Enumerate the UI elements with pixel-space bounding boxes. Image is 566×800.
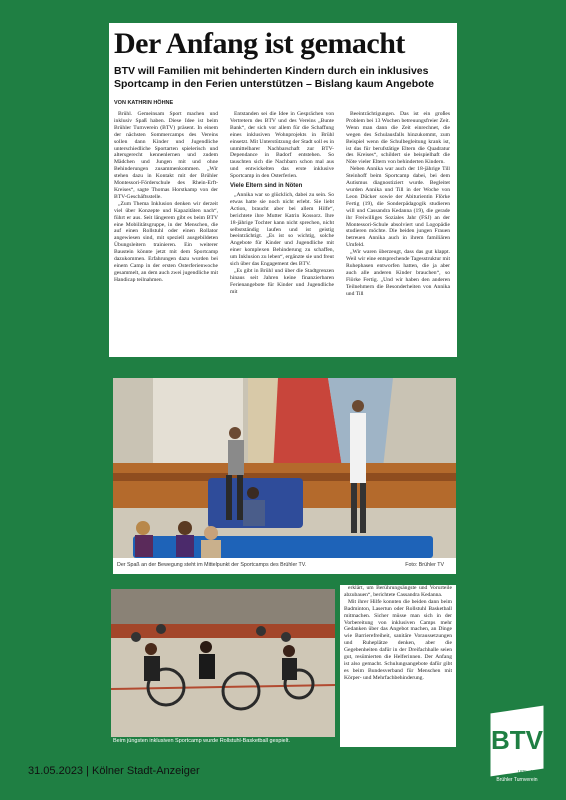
basketball-photo-illustration [111, 589, 335, 737]
section-heading: Viele Eltern sind in Nöten [230, 183, 303, 190]
logo-letters: BTV [491, 725, 543, 755]
paragraph: erklärt, um Berührungsängste und Vorurteile abzubauen“, berichtete Cassandra Kedanna. [344, 585, 452, 598]
gym-photo-illustration [113, 378, 456, 574]
paragraph: „Zum Thema Inklusion denken wir derzeit viel über Konzepte und Kapazitäten nach“, führt er aus. Seit längerem gibt es beim BTV eine Mobilitätsgruppe, in der Menschen, die auf einen Rollstuhl oder einen Rollator angewiesen sind, mit speziell ausgebildeten Übungsleitern trainieren. Ein weiterer Baustein könnte jetzt mit dem Sportcamp dazukommen. Erfahrungen dazu wurden bei einem Camp in der ersten Osterferienwoche gesammelt, an dem auch zwei jugendliche mit Handicap teilnahmen. [114, 200, 218, 283]
paragraph: „Wir waren überzeugt, dass das gut klappt. Weil wir eine entsprechende Tagesstruktur mit Ruhephasen entworfen hatten, die ja aber auch alle anderen Kinder brauchen“, so Flörke Fertig. „Und wir haben den anderen Teilnehmern die Besonderheiten von Annika und Till [346, 249, 450, 297]
article-clipping [109, 23, 457, 357]
article-headline: Der Anfang ist gemacht [114, 27, 405, 60]
btv-logo [486, 703, 548, 785]
paragraph: Brühl. Gemeinsam Sport machen und inklusiv Spaß haben. Diese Idee ist beim Brühler Turnverein (BTV) präsent. In einem der nächsten Sommercamps des Vereins sollen dann Kinder und Jugendliche unterschiedliche Sportarten spielerisch und altersgerecht kennenlernen und zudem Mädchen und Jungen mit und ohne Behinderungen zusammenkommen. „Wir stehen dazu in Kontakt mit der Brühler Montessori-Förderschule des Rhein-Erft-Kreises“, sagte Thomas Horstkamp von der BTV-Geschäftsstelle. [114, 111, 218, 200]
paragraph: Beeinträchtigungen. Das ist ein großes Problem bei 13 Wochen betreuungsfreier Zeit. Wenn man dann die Zeit einrechnet, die wegen des Schulausfalls hinzukommt, zum Beispiel wenn die Schulbegleitung krank ist, ist das für berufstätige Eltern die Quadratur des Kreises“, schildert sie beispielhaft die Nöte vieler Eltern von behinderten Kindern. [346, 111, 450, 166]
paragraph: Neben Annika war auch der 18-jährige Till Steinhoff beim Sportcamp dabei, bei dem Autismus diagnostiziert wurde. Begleitet wurden Annika und Till in der Woche von Leon Dücker sowie der Abiturientin Flörke Fertig (19), die Sonderpädagogik studieren will und Cassandra Kedanna (19), die gerade ihr Freiwilliges Soziales Jahr (FSJ) an der Montessori-Schule absolviert und Logopädie studieren möchte. Die beiden jungen Frauen betreuen Annika auch in ihrem familiären Umfeld. [346, 166, 450, 249]
photo-gym-climbing-wall [113, 378, 456, 574]
article-subhead: BTV will Familien mit behinderten Kindern durch ein inklusives Sportcamp in den Ferien unterstützen – Bislang kaum Angebote [114, 65, 434, 90]
source-footer: 31.05.2023 | Kölner Stadt-Anzeiger [28, 765, 200, 777]
article-column-3 [346, 111, 450, 297]
photo-wheelchair-basketball [111, 589, 335, 737]
article-column-1 [114, 111, 218, 284]
article-column-2 [230, 111, 334, 296]
photo2-caption: Beim jüngsten inklusiven Sportcamp wurde Rollstuhl-Basketball gespielt. [113, 738, 291, 744]
photo1-caption-bar [113, 558, 456, 574]
photo1-credit: Foto: Brühler TV [405, 562, 444, 568]
paragraph: „Annika war so glücklich, dabei zu sein. So etwas hatte sie noch nicht erlebt. Sie liebt Action, braucht aber bei allem Hilfe“, berichtete ihre Mutter Katrin Kossorz. Ihre 18-jährige Tochter kann nicht sprechen, nicht selbstständig laufen und ist geistig beeinträchtigt. „Es ist so wichtig, solche Angebote für Kinder und Jugendliche mit einer komplexen Behinderung zu schaffen, um Inklusion zu leben“, ergänzte sie und freut sich über das Engagement des BTV. [230, 191, 334, 268]
article-byline: VON KATHRIN HÖHNE [114, 100, 174, 106]
logo-name: Brühler Turnverein [496, 777, 538, 783]
photo1-caption: Der Spaß an der Bewegung steht im Mittelpunkt der Sportcamps des Brühler TV. [117, 562, 307, 568]
logo-year: 1879 e.V. [517, 769, 535, 774]
paragraph: Mit ihrer Hilfe konnten die beiden dann beim Badminton, Lasertun oder Rollstuhl Basketball mitmachen. Sicher müsse man sich in der Vorbereitung von inklusiven Camps mehr Gedanken über das Angebot machen, an Dinge wie Barrierefreiheit, sanitäre Voraussetzungen und Ruheplätze denken, aber die Gegebenheiten dafür in der Dreifachhalle seien gut, resümierten die Helferinnen. Der Anfang ist also gemacht. Schulungsangebote dafür gibt es beim Bundesverband für Menschen mit Körper- und Mehrfachbehinderung. [344, 598, 452, 681]
paragraph: „Es gibt in Brühl und über die Stadtgrenzen hinaus seit Jahren keine finanzierbaren Ferienangebote für Kinder und Jugendliche mit [230, 267, 334, 295]
article-column-3-continuation [340, 585, 456, 747]
paragraph: Entstanden sei die Idee in Gesprächen von Vertretern des BTV und des Vereins „Bunte Bank“, der sich vor allem für die Schaffung eines inklusiven Wohnprojekts in Brühl einsetzt. Mit Unterstützung der Stadt soll es in unmittelbarer Nachbarschaft zur BTV-Dependance in Badorf entstehen. So tauschten sich die Nachbarn schon mal aus und entwickelten das erste inklusive Sportcamp in den Osterferien. [230, 111, 334, 180]
btv-logo-icon [486, 703, 548, 785]
